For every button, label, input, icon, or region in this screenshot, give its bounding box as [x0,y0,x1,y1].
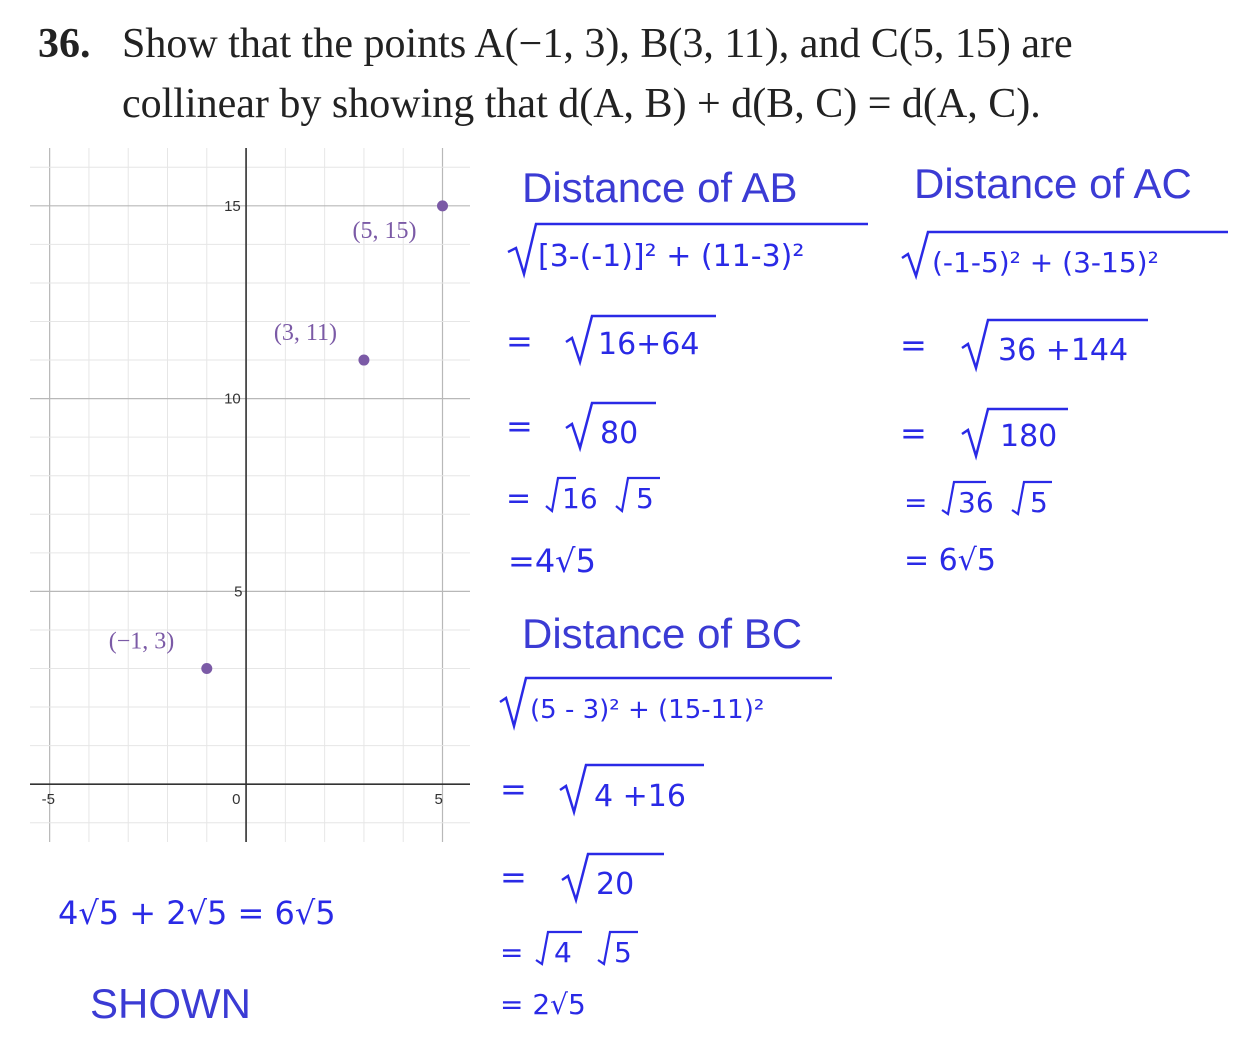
point-label: (−1, 3) [108,628,175,655]
ab-equals-3: = [506,481,532,516]
point-label: (3, 11) [273,320,338,347]
data-point [358,355,369,366]
ac-radicand: (-1-5)² + (3-15)² [932,246,1159,279]
ab-equals-1: = [506,322,533,360]
bc-result: = 2√5 [500,988,586,1021]
ac-step2: 180 [1000,419,1058,454]
problem-number: 36. [38,21,91,67]
bc-equals-1: = [500,770,527,808]
ac-step3-a: 36 [958,486,994,519]
ab-step2: 80 [600,416,639,451]
graph-tick-labels [42,198,443,808]
bc-step1: 4 +16 [594,779,686,814]
data-point [437,200,448,211]
ab-step3-a: 16 [562,482,598,515]
ab-radicand: [3-(-1)]² + (11-3)² [538,239,805,274]
ac-equals-3: = [904,486,928,519]
sum-equation: 4√5 + 2√5 = 6√5 [58,894,336,932]
problem-statement-line1: Show that the points A(−1, 3), B(3, 11), and C(5, 15) are [122,21,1073,67]
bc-equals-3: = [500,936,524,969]
x-tick-label: -5 [41,791,55,809]
x-tick-label: 0 [232,791,241,809]
y-tick-label: 5 [234,583,243,601]
graph-axes [30,148,470,842]
bc-step3-a: 4 [554,936,572,969]
ac-equals-2: = [900,414,927,452]
bc-step3-b: 5 [614,936,632,969]
ab-equals-2: = [506,407,533,445]
bc-step2: 20 [596,867,635,902]
y-tick-label: 15 [224,197,241,215]
ac-step3-b: 5 [1030,486,1048,519]
bc-radicand: (5 - 3)² + (15-11)² [530,695,765,725]
graph-grid [30,148,470,842]
ab-step3-b: 5 [636,482,654,515]
ab-heading: Distance of AB [522,164,798,211]
ac-heading: Distance of AC [914,160,1192,207]
conclusion-shown: SHOWN [90,980,251,1027]
ac-result: = 6√5 [904,543,996,578]
ac-equals-1: = [900,326,927,364]
ab-result: =4√5 [508,542,596,580]
data-point [201,663,212,674]
y-tick-label: 10 [224,390,241,408]
point-label: (5, 15) [352,217,417,244]
bc-equals-2: = [500,858,527,896]
ab-step1: 16+64 [598,327,700,362]
x-tick-label: 5 [434,791,443,809]
bc-heading: Distance of BC [522,610,803,657]
ac-step1: 36 +144 [998,333,1129,368]
problem-statement-line2: collinear by showing that d(A, B) + d(B, C) = d(A, C). [122,81,1041,127]
